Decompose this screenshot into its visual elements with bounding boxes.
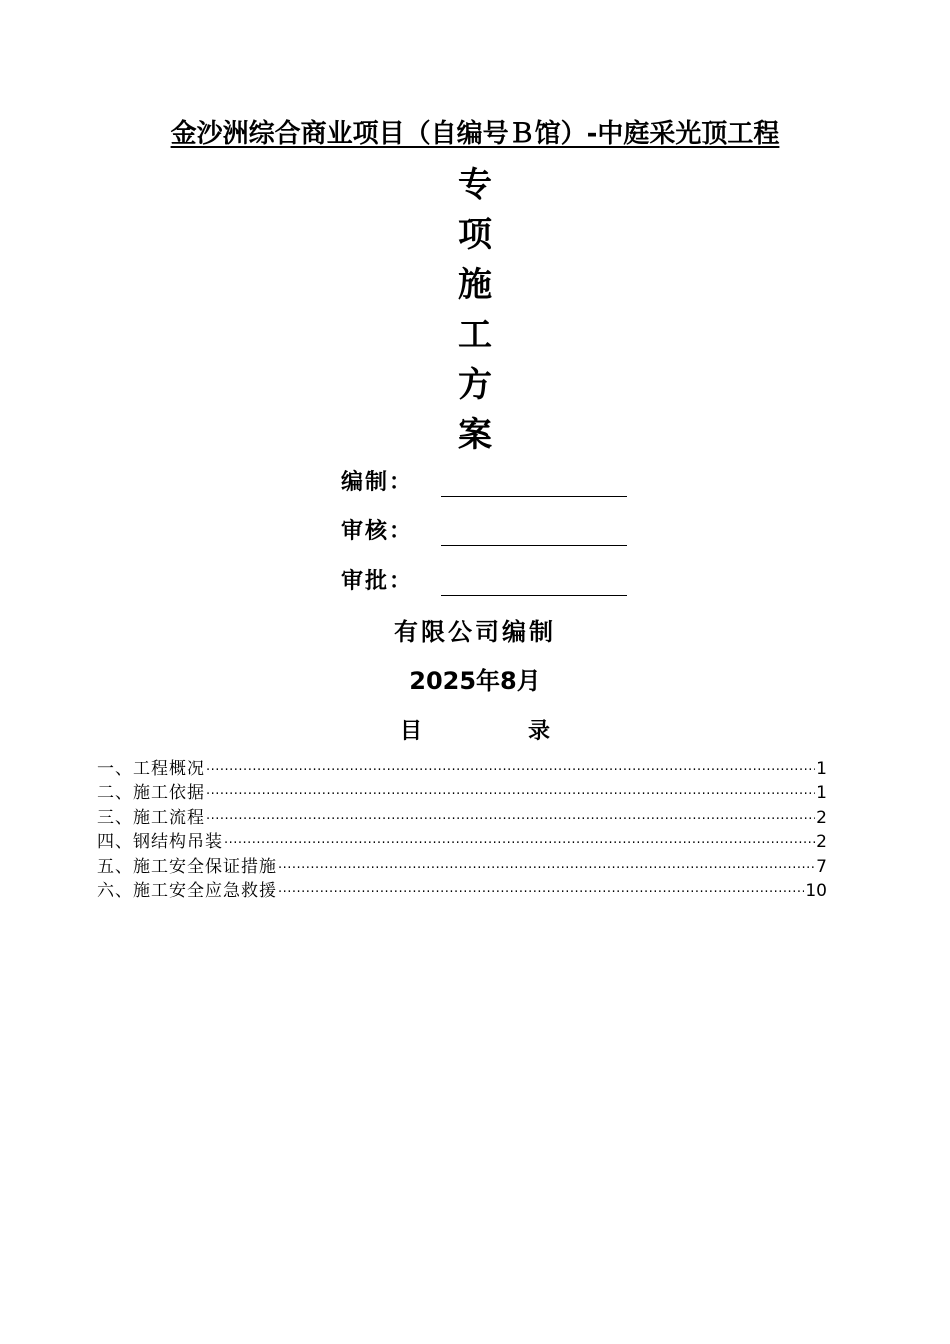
toc-entry-label: 五、施工安全保证措施 <box>97 856 277 877</box>
toc-entry[interactable] <box>97 806 827 830</box>
signature-label: 编制： <box>341 470 414 495</box>
vertical-title-char: 案 <box>458 415 492 455</box>
toc-leader-dots <box>278 881 804 905</box>
vertical-title-char: 施 <box>458 265 492 305</box>
toc-entry-label: 三、施工流程 <box>97 807 205 828</box>
vertical-title-char: 专 <box>458 165 492 205</box>
toc-entry[interactable] <box>97 830 827 854</box>
vertical-title-char: 项 <box>458 215 492 255</box>
signature-row-compiled <box>341 463 641 503</box>
signature-line <box>441 496 627 497</box>
signature-line <box>441 545 627 546</box>
toc-leader-dots <box>206 759 815 783</box>
toc-entry[interactable] <box>97 855 827 879</box>
vertical-title-char: 工 <box>458 315 492 355</box>
toc-heading-char: 录 <box>528 719 551 744</box>
toc-entry-label: 二、施工依据 <box>97 783 205 804</box>
toc-entry-page: 2 <box>816 807 827 828</box>
project-title <box>0 114 950 154</box>
toc-entry[interactable] <box>97 757 827 781</box>
toc-entry-page: 1 <box>816 759 827 779</box>
project-title-text: 金沙洲综合商业项目（自编号Ｂ馆）-中庭采光顶工程 <box>170 119 780 149</box>
toc-entry-page: 1 <box>816 783 827 804</box>
toc-leader-dots <box>278 857 815 881</box>
table-of-contents <box>97 757 827 903</box>
toc-entry-label: 四、钢结构吊装 <box>97 832 223 853</box>
toc-entry[interactable] <box>97 879 827 903</box>
company-name: 有限公司编制 <box>394 618 556 646</box>
toc-leader-dots <box>206 808 815 832</box>
toc-entry-page: 2 <box>816 832 827 853</box>
vertical-title <box>0 160 950 460</box>
toc-leader-dots <box>224 832 815 856</box>
toc-heading <box>400 712 560 752</box>
toc-leader-dots <box>206 783 815 807</box>
vertical-title-char: 方 <box>458 365 492 405</box>
toc-heading-char: 目 <box>400 719 423 744</box>
signature-line <box>441 595 627 596</box>
signature-row-reviewed <box>341 512 641 552</box>
signature-label: 审批： <box>341 569 414 594</box>
toc-entry[interactable] <box>97 781 827 805</box>
toc-entry-label: 六、施工安全应急救援 <box>97 880 277 901</box>
signature-row-approved <box>341 562 641 602</box>
toc-entry-label: 一、工程概况 <box>97 759 205 779</box>
toc-entry-page: 10 <box>805 880 827 901</box>
toc-entry-page: 7 <box>816 856 827 877</box>
signature-label: 审核： <box>341 519 414 544</box>
document-date: 2025年8月 <box>409 667 541 695</box>
